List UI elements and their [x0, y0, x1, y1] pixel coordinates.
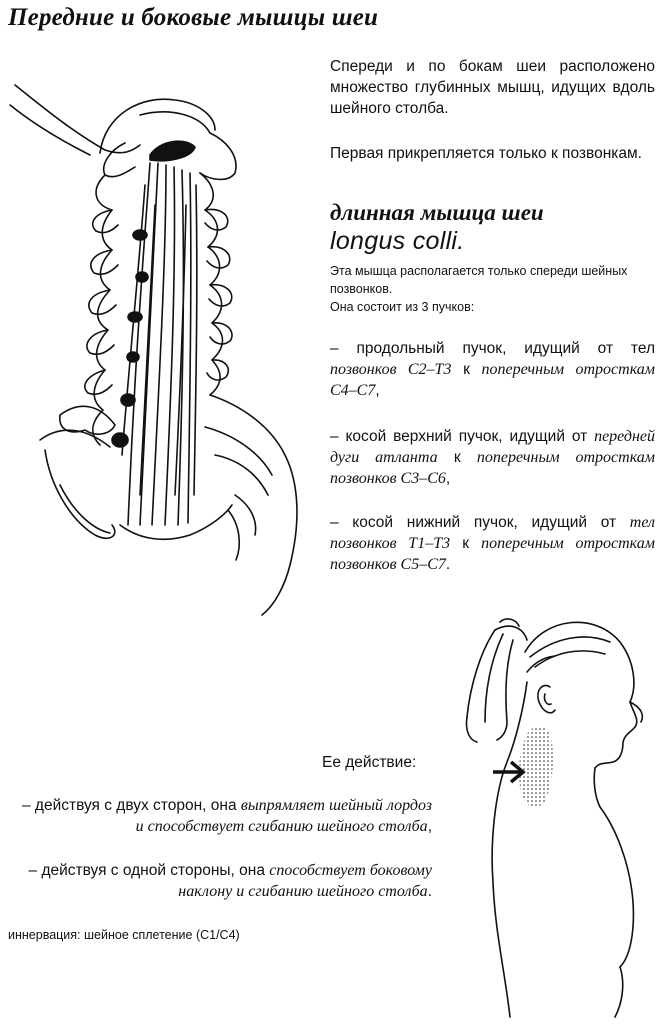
cervical-spine-illustration [0, 55, 320, 675]
page-title: Передние и боковые мышцы шеи [8, 4, 379, 31]
bundle-item: – косой верхний пучок, идущий от передней дуги атланта к поперечным отросткам позвонков С3–С6, [330, 428, 655, 487]
girl-profile-illustration [455, 612, 655, 1022]
muscle-location: Эта мышца располагается только спереди шейных позвонков. [330, 264, 628, 296]
innervation-note: иннервация: шейное сплетение (С1/С4) [8, 928, 240, 942]
intro-paragraph: Спереди и по бокам шеи расположено множество глубинных мышц, идущих вдоль шейного столба. [330, 58, 655, 117]
action-heading: Ее действие: [322, 754, 417, 771]
bundle-item: – продольный пучок, идущий от тел позвонков С2–Т3 к поперечным отросткам С4–С7, [330, 340, 655, 399]
first-attach-paragraph: Первая прикрепляется только к позвонкам. [330, 145, 642, 162]
action-item: – действуя с двух сторон, она выпрямляет шейный лордоз и способствует сгибанию шейного столба, [21, 797, 432, 835]
bundle-item: – косой нижний пучок, идущий от тел позвонков Т1–Т3 к поперечным отросткам позвонков С5–С7. [330, 514, 655, 573]
muscle-name: длинная мышца шеи [330, 200, 544, 225]
parts-intro: Она состоит из 3 пучков: [330, 300, 475, 314]
action-item: – действуя с одной стороны, она способствует боковому наклону и сгибанию шейного столба. [28, 862, 432, 900]
muscle-latin-name: longus colli. [330, 227, 465, 255]
